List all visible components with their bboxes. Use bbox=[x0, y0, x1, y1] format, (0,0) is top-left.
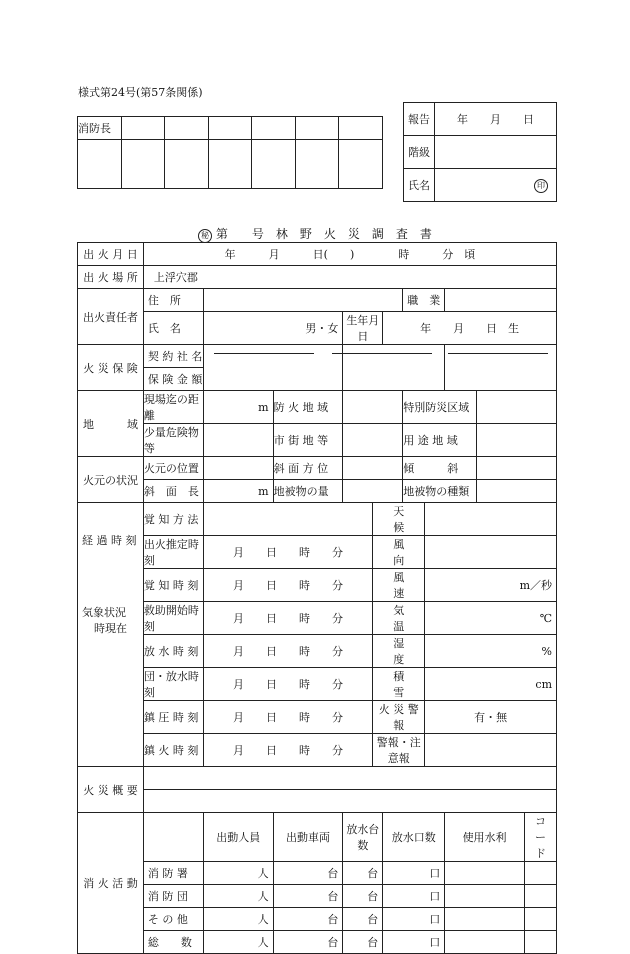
people-unit: 人 bbox=[203, 885, 273, 908]
car-unit: 台 bbox=[273, 885, 343, 908]
time4-label: 放 水 時 刻 bbox=[143, 635, 203, 668]
car-unit: 台 bbox=[273, 908, 343, 931]
resp-label: 出火責任者 bbox=[78, 289, 144, 345]
origin-label: 火元の状況 bbox=[78, 457, 144, 503]
report-label: 報告 bbox=[404, 103, 435, 136]
pump-unit: 台 bbox=[343, 931, 383, 954]
dist-label: 現場迄の距離 bbox=[143, 391, 203, 424]
ins-amount-label: 保 険 金 額 bbox=[143, 368, 203, 391]
land-label: 地 域 bbox=[78, 391, 144, 457]
use-zone-label: 用 途 地 域 bbox=[403, 424, 477, 457]
elapse-label: 経 過 時 刻 bbox=[82, 534, 137, 547]
time3-label: 救助開始時刻 bbox=[143, 602, 203, 635]
slope-dir-label: 斜 面 方 位 bbox=[273, 457, 343, 480]
act-header-0: 出動人員 bbox=[203, 813, 273, 862]
origin-pos-label: 火元の位置 bbox=[143, 457, 203, 480]
incline-label: 傾 斜 bbox=[403, 457, 477, 480]
outlet-unit: 口 bbox=[383, 862, 445, 885]
veg-amt-label: 地被物の量 bbox=[273, 480, 343, 503]
act-row-1: 消 防 団 bbox=[143, 885, 203, 908]
humidity-label: 湿 度 bbox=[373, 635, 425, 668]
time7-value: 月 日 時 分 bbox=[203, 734, 372, 767]
document-title bbox=[198, 228, 432, 243]
ins-line-2 bbox=[332, 353, 432, 354]
wind-dir-label: 風 向 bbox=[373, 536, 425, 569]
job-label: 職 業 bbox=[403, 289, 445, 312]
humidity-unit: % bbox=[425, 635, 557, 668]
act-header-3: 放水口数 bbox=[383, 813, 445, 862]
seal-mark: 印 bbox=[534, 179, 548, 193]
people-unit: 人 bbox=[203, 862, 273, 885]
time2-label: 覚 知 時 刻 bbox=[143, 569, 203, 602]
ins-company-label: 契 約 社 名 bbox=[143, 345, 203, 368]
ins-line-3 bbox=[448, 353, 548, 354]
act-row-0: 消 防 署 bbox=[143, 862, 203, 885]
form-number: 様式第24号(第57条関係) bbox=[78, 86, 203, 99]
time5-label: 団・放水時刻 bbox=[143, 668, 203, 701]
rank-line bbox=[448, 168, 544, 169]
outlet-unit: 口 bbox=[383, 885, 445, 908]
temperature-label: 気 温 bbox=[373, 602, 425, 635]
wind-speed-label: 風 速 bbox=[373, 569, 425, 602]
rank-label: 階級 bbox=[404, 136, 435, 169]
weather-label-2: 時現在 bbox=[94, 622, 127, 635]
pump-unit: 台 bbox=[343, 885, 383, 908]
outlet-unit: 口 bbox=[383, 931, 445, 954]
slope-len-unit: m bbox=[203, 480, 273, 503]
time3-value: 月 日 時 分 bbox=[203, 602, 372, 635]
slope-len-label: 斜 面 長 bbox=[143, 480, 203, 503]
date-label: 出 火 月 日 bbox=[78, 243, 144, 266]
people-unit: 人 bbox=[203, 908, 273, 931]
weather-label-1: 気象状況 bbox=[82, 606, 126, 619]
time6-value: 月 日 時 分 bbox=[203, 701, 372, 734]
time5-value: 月 日 時 分 bbox=[203, 668, 372, 701]
act-header-2: 放水台数 bbox=[343, 813, 383, 862]
detect-method-label: 覚 知 方 法 bbox=[143, 503, 203, 536]
car-unit: 台 bbox=[273, 931, 343, 954]
sex-label: 男・女 bbox=[203, 312, 343, 345]
name-label: 氏名 bbox=[404, 169, 435, 202]
veg-type-label: 地被物の種類 bbox=[403, 480, 477, 503]
fire-warning-label: 火 災 警 報 bbox=[373, 701, 425, 734]
act-header-4: 使用水利 bbox=[445, 813, 525, 862]
time2-value: 月 日 時 分 bbox=[203, 569, 372, 602]
report-box bbox=[403, 102, 557, 202]
people-unit: 人 bbox=[203, 931, 273, 954]
pump-unit: 台 bbox=[343, 908, 383, 931]
time1-value: 月 日 時 分 bbox=[203, 536, 372, 569]
elapse-weather-cell bbox=[78, 503, 144, 767]
act-header-1: 出動車両 bbox=[273, 813, 343, 862]
addr-label: 住 所 bbox=[143, 289, 203, 312]
fire-zone-label: 防 火 地 域 bbox=[273, 391, 343, 424]
car-unit: 台 bbox=[273, 862, 343, 885]
resp-name-label: 氏 名 bbox=[143, 312, 203, 345]
time6-label: 鎮 圧 時 刻 bbox=[143, 701, 203, 734]
report-date: 年 月 日 bbox=[435, 103, 557, 136]
insurance-label: 火 災 保 険 bbox=[78, 345, 144, 391]
snow-unit: cm bbox=[425, 668, 557, 701]
summary-label: 火 災 概 要 bbox=[78, 767, 144, 813]
pump-unit: 台 bbox=[343, 862, 383, 885]
act-label: 消 火 活 動 bbox=[78, 813, 144, 954]
birth-value: 年 月 日 生 bbox=[383, 312, 557, 345]
special-zone-label: 特別防災区域 bbox=[403, 391, 477, 424]
place-value: 上浮穴郡 bbox=[143, 266, 556, 289]
alert-label: 警報・注意報 bbox=[373, 734, 425, 767]
secret-mark: 秘 bbox=[198, 229, 212, 243]
place-label: 出 火 場 所 bbox=[78, 266, 144, 289]
outlet-unit: 口 bbox=[383, 908, 445, 931]
weather-label: 天 候 bbox=[373, 503, 425, 536]
time1-label: 出火推定時刻 bbox=[143, 536, 203, 569]
time4-value: 月 日 時 分 bbox=[203, 635, 372, 668]
temperature-unit: ℃ bbox=[425, 602, 557, 635]
ins-line-1 bbox=[214, 353, 314, 354]
dist-unit: m bbox=[203, 391, 273, 424]
act-row-3: 総 数 bbox=[143, 931, 203, 954]
wind-speed-unit: m／秒 bbox=[425, 569, 557, 602]
act-header-5: コ ー ド bbox=[524, 813, 556, 862]
birth-label: 生年月日 bbox=[343, 312, 383, 345]
snow-label: 積 雪 bbox=[373, 668, 425, 701]
urban-label: 市 街 地 等 bbox=[273, 424, 343, 457]
title-text: 第 号 林 野 火 災 調 査 書 bbox=[215, 227, 432, 241]
main-form-table bbox=[77, 242, 557, 954]
time7-label: 鎮 火 時 刻 bbox=[143, 734, 203, 767]
date-value: 年 月 日( ) 時 分 頃 bbox=[143, 243, 556, 266]
approval-stamp-table bbox=[77, 116, 383, 189]
act-row-2: そ の 他 bbox=[143, 908, 203, 931]
chief-label: 消防長 bbox=[78, 117, 122, 140]
fire-warning-value: 有・無 bbox=[425, 701, 557, 734]
hazard-label: 少量危険物等 bbox=[143, 424, 203, 457]
